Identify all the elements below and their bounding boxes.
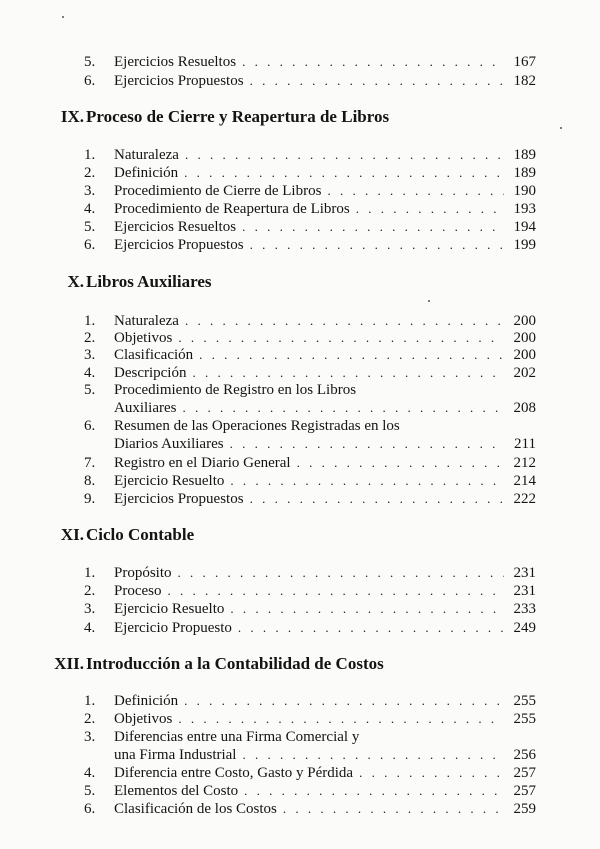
entry-page: 259 [513, 801, 536, 817]
chapter-title: Ciclo Contable [86, 525, 195, 544]
entry-title: Propósito [114, 565, 172, 581]
entry-number: 5. [84, 219, 96, 235]
entry-page: 214 [513, 473, 536, 489]
scan-speck [428, 300, 430, 302]
chapter-title: Libros Auxiliares [86, 272, 212, 291]
entry-title-line1: Resumen de las Operaciones Registradas en los [114, 418, 400, 434]
entry-page: 222 [513, 491, 536, 507]
entry-title: Clasificación de los Costos [114, 801, 277, 817]
entry-page: 190 [513, 183, 536, 199]
entry-title: Registro en el Diario General [114, 455, 291, 471]
chapter-heading [40, 107, 560, 127]
entry-title: Ejercicios Resueltos [114, 54, 237, 70]
entry-page: 255 [513, 711, 536, 727]
entry-page: 189 [513, 165, 536, 181]
entry-title: Clasificación [114, 347, 194, 363]
dot-leader [192, 364, 504, 382]
entry-number: 3. [84, 183, 96, 199]
entry-title-line1: Diferencias entre una Firma Comercial y [114, 729, 360, 745]
entry-page: 202 [513, 365, 536, 381]
entry-title: Ejercicios Propuestos [114, 73, 244, 89]
entry-page: 194 [513, 219, 536, 235]
dot-leader [182, 399, 504, 417]
entry-number: 2. [84, 330, 96, 346]
dot-leader [230, 600, 504, 618]
entry-page: 231 [513, 565, 536, 581]
dot-leader [356, 200, 504, 218]
entry-title: Ejercicio Resuelto [114, 473, 225, 489]
entry-number: 6. [84, 801, 96, 817]
dot-leader [230, 472, 504, 490]
dot-leader [250, 72, 504, 90]
dot-leader [178, 564, 504, 582]
dot-leader [185, 312, 504, 330]
entry-number: 7. [84, 455, 96, 471]
entry-number: 2. [84, 711, 96, 727]
entry-page: 200 [513, 330, 536, 346]
entry-number: 2. [84, 165, 96, 181]
entry-number: 4. [84, 201, 96, 217]
entry-number: 6. [84, 418, 96, 434]
entry-title: Procedimiento de Reapertura de Libros [114, 201, 350, 217]
chapter-number: XII. [54, 654, 84, 673]
dot-leader [178, 710, 504, 728]
entry-title: Descripción [114, 365, 187, 381]
entry-page: 256 [513, 747, 536, 763]
entry-number: 6. [84, 73, 96, 89]
entry-number: 3. [84, 729, 96, 745]
entry-number: 8. [84, 473, 96, 489]
chapter-heading [40, 654, 560, 674]
entry-number: 4. [84, 365, 96, 381]
entry-title: Diferencia entre Costo, Gasto y Pérdida [114, 765, 354, 781]
dot-leader [242, 746, 504, 764]
entry-number: 3. [84, 347, 96, 363]
entry-title: Objetivos [114, 711, 173, 727]
entry-number: 6. [84, 237, 96, 253]
entry-title: Ejercicios Resueltos [114, 219, 237, 235]
entry-title-line2: Auxiliares [114, 400, 177, 416]
entry-page: 208 [513, 400, 536, 416]
dot-leader [359, 764, 504, 782]
dot-leader [242, 218, 504, 236]
chapter-title: Introducción a la Contabilidad de Costos [86, 654, 384, 673]
entry-page: 200 [513, 347, 536, 363]
dot-leader [178, 329, 504, 347]
entry-number: 4. [84, 620, 96, 636]
dot-leader [238, 619, 504, 637]
entry-number: 3. [84, 601, 96, 617]
entry-title: Ejercicio Resuelto [114, 601, 225, 617]
dot-leader [199, 346, 504, 364]
entry-page: 211 [514, 436, 536, 452]
entry-page: 189 [513, 147, 536, 163]
entry-page: 193 [513, 201, 536, 217]
dot-leader [327, 182, 504, 200]
entry-title: Ejercicios Propuestos [114, 491, 244, 507]
dot-leader [230, 435, 504, 453]
entry-number: 2. [84, 583, 96, 599]
entry-title: Naturaleza [114, 313, 179, 329]
entry-number: 5. [84, 382, 96, 398]
scan-speck [560, 127, 562, 129]
entry-number: 1. [84, 693, 96, 709]
dot-leader [250, 490, 504, 508]
entry-page: 167 [513, 54, 536, 70]
chapter-heading [40, 272, 560, 292]
entry-number: 1. [84, 565, 96, 581]
dot-leader [184, 164, 504, 182]
entry-page: 200 [513, 313, 536, 329]
entry-title: Ejercicio Propuesto [114, 620, 232, 636]
chapter-heading [40, 525, 560, 545]
entry-title: Definición [114, 693, 179, 709]
entry-page: 249 [513, 620, 536, 636]
entry-page: 255 [513, 693, 536, 709]
scan-speck [62, 16, 64, 18]
entry-number: 1. [84, 313, 96, 329]
dot-leader [168, 582, 505, 600]
entry-number: 9. [84, 491, 96, 507]
entry-title: Proceso [114, 583, 162, 599]
dot-leader [283, 800, 504, 818]
entry-title: Procedimiento de Cierre de Libros [114, 183, 322, 199]
entry-title: Definición [114, 165, 179, 181]
dot-leader [250, 236, 504, 254]
dot-leader [184, 692, 504, 710]
entry-page: 199 [513, 237, 536, 253]
entry-title-line1: Procedimiento de Registro en los Libros [114, 382, 357, 398]
dot-leader [242, 53, 504, 71]
entry-page: 257 [513, 765, 536, 781]
dot-leader [297, 454, 504, 472]
entry-number: 1. [84, 147, 96, 163]
chapter-number: IX. [60, 107, 84, 126]
dot-leader [185, 146, 504, 164]
entry-title: Objetivos [114, 330, 173, 346]
entry-title: Naturaleza [114, 147, 179, 163]
entry-page: 212 [513, 455, 536, 471]
entry-title: Elementos del Costo [114, 783, 239, 799]
chapter-number: XI. [60, 525, 84, 544]
entry-page: 233 [513, 601, 536, 617]
chapter-number: X. [67, 272, 84, 291]
entry-title: Ejercicios Propuestos [114, 237, 244, 253]
entry-page: 182 [513, 73, 536, 89]
entry-page: 257 [513, 783, 536, 799]
entry-number: 5. [84, 783, 96, 799]
entry-number: 4. [84, 765, 96, 781]
entry-number: 5. [84, 54, 96, 70]
dot-leader [244, 782, 504, 800]
entry-title-line2: Diarios Auxiliares [114, 436, 224, 452]
entry-title-line2: una Firma Industrial [114, 747, 237, 763]
chapter-title: Proceso de Cierre y Reapertura de Libros [86, 107, 390, 126]
entry-page: 231 [513, 583, 536, 599]
